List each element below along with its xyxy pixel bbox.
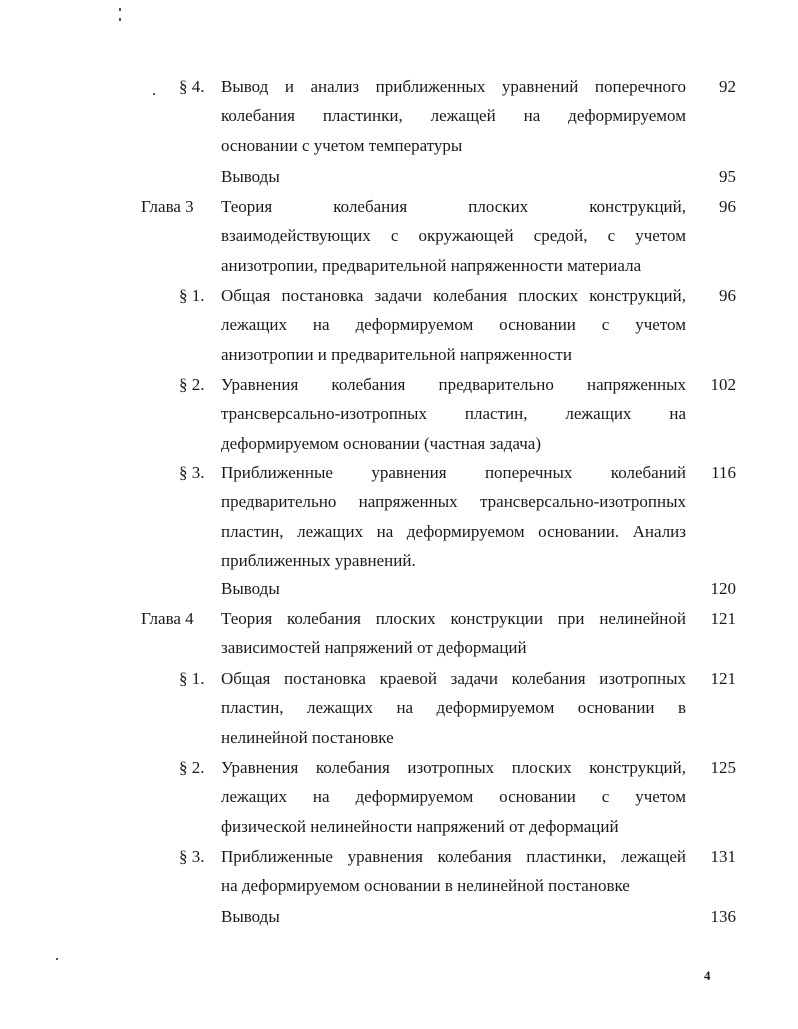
entry-title-line: взаимодействующих с окружающей средой, с учетом xyxy=(221,226,686,246)
scan-speck xyxy=(119,18,121,21)
entry-title-line: Уравнения колебания предварительно напряженных xyxy=(221,375,686,394)
section-label: § 2. xyxy=(179,375,205,394)
entry-page-number: 92 xyxy=(719,77,736,96)
entry-title-line: основании с учетом температуры xyxy=(221,135,463,155)
entry-title-line: зависимостей напряжений от деформаций xyxy=(221,638,527,658)
entry-title-line: Приближенные уравнения колебания пластинки, лежащей xyxy=(221,847,686,866)
entry-title-line: лежащих на деформируемом основании с учетом xyxy=(221,315,686,335)
scan-speck xyxy=(119,8,121,11)
section-label: § 2. xyxy=(179,758,205,777)
entry-title-line: Общая постановка задачи колебания плоских конструкций, xyxy=(221,286,686,305)
entry-title-line: пластин, лежащих на деформируемом основании. Анализ xyxy=(221,521,686,541)
entry-page-number: 131 xyxy=(710,847,736,866)
entry-title-line: анизотропии, предварительной напряженности материала xyxy=(221,255,642,275)
entry-page-number: 116 xyxy=(711,463,736,482)
entry-title-line: анизотропии и предварительной напряженности xyxy=(221,344,572,364)
entry-title-line: Уравнения колебания изотропных плоских конструкций, xyxy=(221,758,686,777)
entry-title-line: колебания пластинки, лежащей на деформируемом xyxy=(221,106,686,126)
entry-page-number: 121 xyxy=(710,669,736,688)
section-label: § 3. xyxy=(179,463,205,482)
entry-page-number: 120 xyxy=(710,579,736,598)
entry-page-number: 96 xyxy=(719,286,736,305)
entry-page-number: 96 xyxy=(719,197,736,216)
entry-title-line: Вывод и анализ приближенных уравнений поперечного xyxy=(221,77,686,96)
entry-title-line: пластин, лежащих на деформируемом основании в xyxy=(221,698,686,718)
entry-page-number: 95 xyxy=(719,167,736,186)
section-label: § 1. xyxy=(179,286,205,305)
scan-speck xyxy=(56,958,58,960)
chapter-label: Глава 4 xyxy=(141,609,194,628)
scan-speck xyxy=(153,93,155,95)
entry-page-number: 125 xyxy=(710,758,736,777)
section-label: § 4. xyxy=(179,77,205,96)
entry-title-line: на деформируемом основании в нелинейной постановке xyxy=(221,876,630,896)
entry-page-number: 102 xyxy=(710,375,736,394)
entry-title-line: деформируемом основании (частная задача) xyxy=(221,433,541,453)
entry-title-line: Выводы xyxy=(221,579,280,598)
entry-title-line: трансверсально-изотропных пластин, лежащих на xyxy=(221,404,686,424)
entry-title-line: Общая постановка краевой задачи колебания изотропных xyxy=(221,669,686,688)
entry-title-line: Теория колебания плоских конструкции при нелинейной xyxy=(221,609,686,628)
entry-title-line: приближенных уравнений. xyxy=(221,551,416,571)
section-label: § 1. xyxy=(179,669,205,688)
entry-title-line: нелинейной постановке xyxy=(221,727,394,747)
page-number: 4 xyxy=(704,968,711,983)
entry-title-line: Выводы xyxy=(221,907,280,926)
chapter-label: Глава 3 xyxy=(141,197,194,216)
entry-page-number: 136 xyxy=(710,907,736,926)
entry-title-line: физической нелинейности напряжений от деформаций xyxy=(221,816,619,836)
section-label: § 3. xyxy=(179,847,205,866)
entry-title-line: Теория колебания плоских конструкций, xyxy=(221,197,686,216)
entry-title-line: лежащих на деформируемом основании с учетом xyxy=(221,787,686,807)
entry-title-line: Выводы xyxy=(221,167,280,186)
entry-page-number: 121 xyxy=(710,609,736,628)
entry-title-line: предварительно напряженных трансверсально-изотропных xyxy=(221,492,686,512)
entry-title-line: Приближенные уравнения поперечных колебаний xyxy=(221,463,686,482)
